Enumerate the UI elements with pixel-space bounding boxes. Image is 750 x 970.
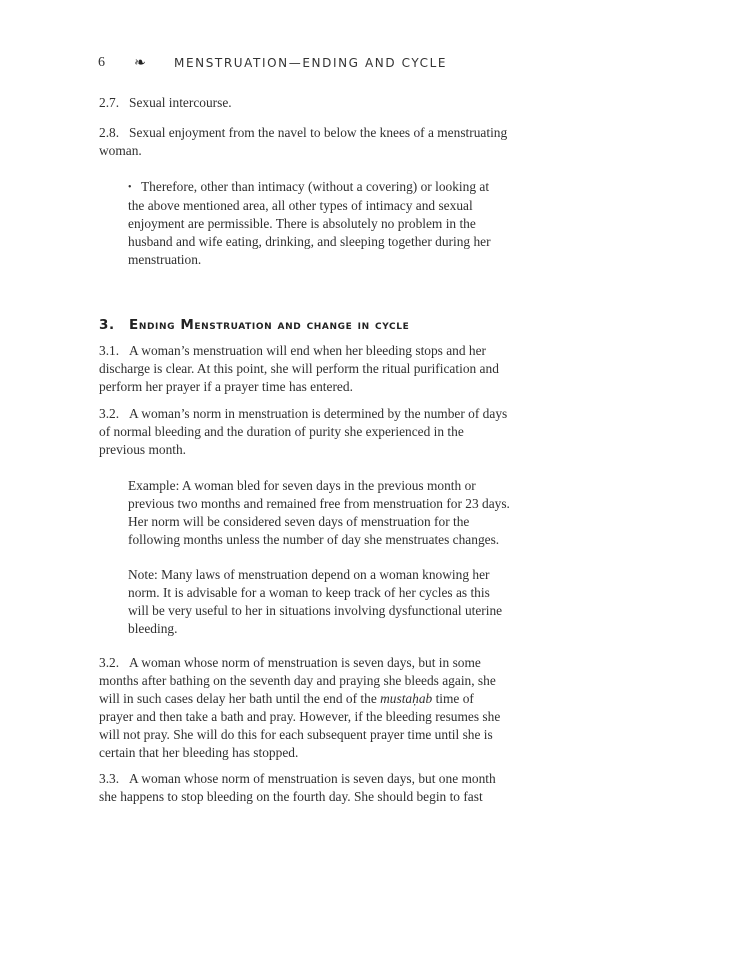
item-text: A woman’s menstruation will end when her bleeding stops and her discharge is clear. At this point, she will perform the ritual purification and perform her prayer if a prayer time has entered. <box>99 343 499 394</box>
example-block <box>128 477 513 549</box>
item-text: Sexual intercourse. <box>129 95 232 110</box>
item-number: 2.8. <box>99 125 120 140</box>
item-number: 2.7. <box>99 95 120 110</box>
item-number: 3.1. <box>99 343 120 358</box>
note-text: Note: Many laws of menstruation depend on a woman knowing her norm. It is advisable for a woman to keep track of her cycles as this will be very useful to her in situations involving dysfunctional uterine bleeding. <box>128 567 503 636</box>
example-text: Example: A woman bled for seven days in the previous month or previous two months and remained free from menstruation for 23 days. Her norm will be considered seven days of menstruation for the following months unless the number of day she menstruates changes. <box>128 478 510 547</box>
list-item-3-3 <box>99 770 511 806</box>
bullet-note <box>128 178 508 269</box>
list-item-3-2 <box>99 405 511 459</box>
page-number: 6 <box>98 55 105 70</box>
section-number: 3. <box>99 317 115 333</box>
list-item-2-8 <box>99 124 511 160</box>
item-text: Sexual enjoyment from the navel to below the knees of a menstruating woman. <box>99 125 508 158</box>
list-item-3-1 <box>99 342 511 396</box>
bullet-icon: • <box>128 182 132 193</box>
note-block <box>128 566 513 638</box>
list-item-2-7 <box>99 94 511 112</box>
list-item-3-2-b <box>99 654 511 762</box>
item-text: A woman whose norm of menstruation is seven days, but one month she happens to stop bleeding on the fourth day. She should begin to fast <box>99 771 496 804</box>
bullet-note-text: Therefore, other than intimacy (without a covering) or looking at the above mentioned area, all other types of intimacy and sexual enjoyment are permissible. There is absolutely no problem in the husband and wife eating, drinking, and sleeping together during her menstruation. <box>128 179 491 267</box>
running-head <box>98 52 447 74</box>
item-number: 3.3. <box>99 771 120 786</box>
italic-term: mustaḥab <box>380 691 433 706</box>
section-heading <box>99 317 519 333</box>
item-number: 3.2. <box>99 655 120 670</box>
item-number: 3.2. <box>99 406 120 421</box>
running-title: MENSTRUATION—ENDING AND CYCLE <box>174 56 448 70</box>
item-text: A woman’s norm in menstruation is determined by the number of days of normal bleeding and the duration of purity she experienced in the previous month. <box>99 406 508 457</box>
ornament-icon: ❧ <box>134 55 146 71</box>
item-text-before: A woman whose norm of menstruation is seven days, but in some months after bathing on the seventh day and praying she bleeds again, she will in such cases delay her bath until the end of the <box>99 655 496 706</box>
section-title: Ending Menstruation and change in cycle <box>129 317 410 333</box>
item-text-after: time of prayer and then take a bath and pray. However, if the bleeding resumes she will not pray. She will do this for each subsequent prayer time until she is certain that her bleeding has stopped. <box>99 691 501 760</box>
